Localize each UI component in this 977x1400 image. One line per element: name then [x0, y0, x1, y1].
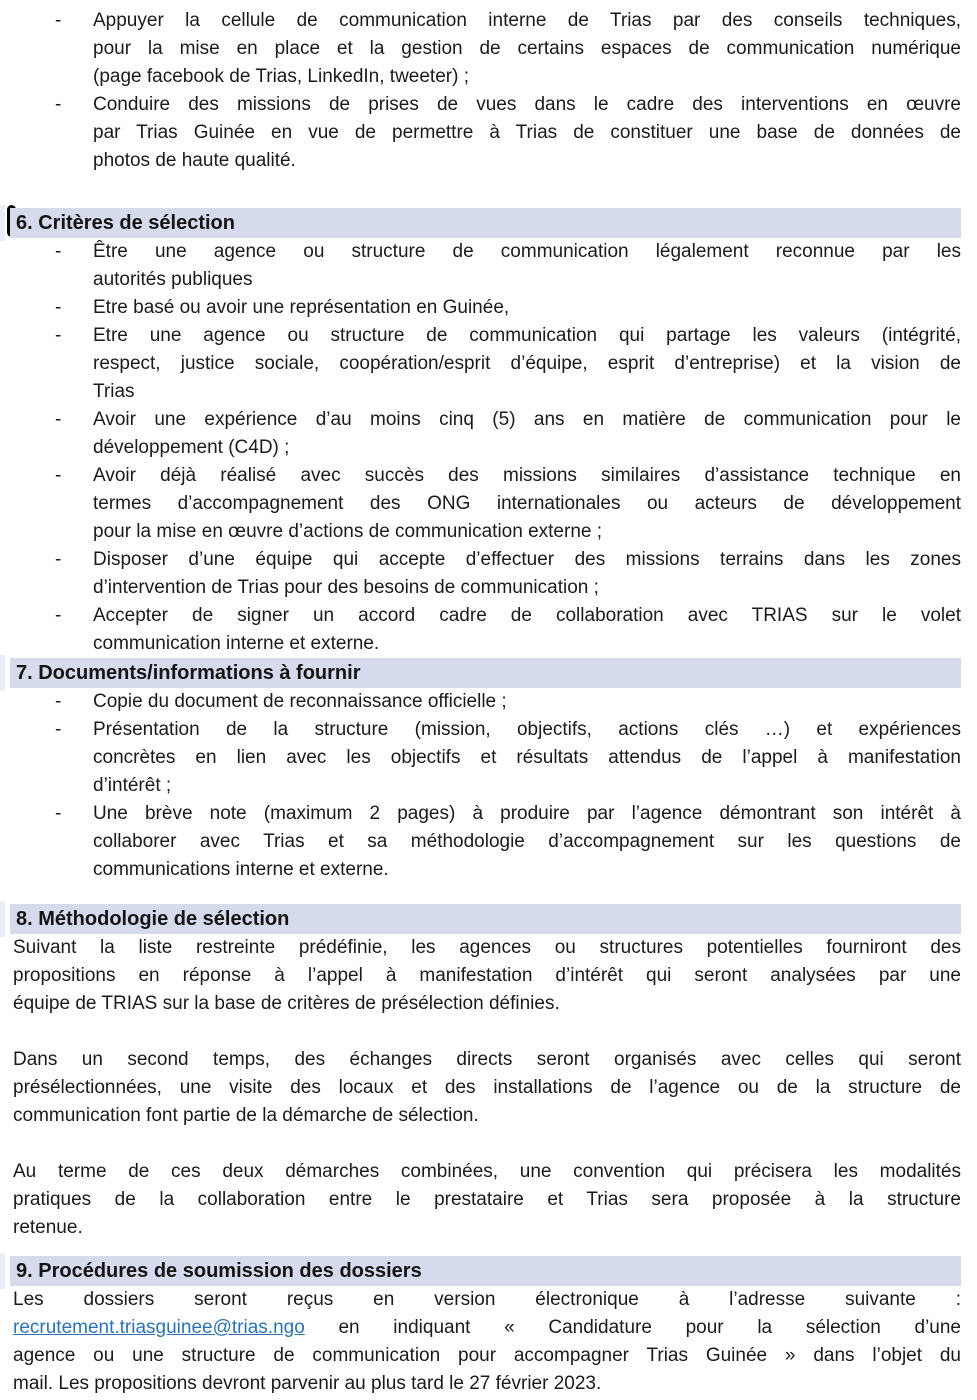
text-line: présélectionnées, une visite des locaux et des installations de l’agence ou de la structure de — [13, 1077, 961, 1098]
text-line: d’intervention de Trias pour des besoins de communication ; — [93, 577, 599, 598]
list-item — [13, 546, 961, 602]
text-line: propositions en réponse à l’appel à manifestation d’intérêt qui seront analysées par une — [13, 965, 961, 986]
section-6-bullet-list — [13, 238, 961, 658]
text-line: - Conduire des missions de prises de vues dans le cadre des interventions en œuvre — [93, 94, 961, 115]
section-9-header: 9. Procédures de soumission des dossiers — [10, 1256, 961, 1286]
text-line: par Trias Guinée en vue de permettre à Trias de constituer une base de données de — [93, 122, 961, 143]
list-item — [13, 294, 961, 322]
text-line: - Être une agence ou structure de communication légalement reconnue par les — [93, 241, 961, 262]
section-7-header: 7. Documents/informations à fournir — [10, 658, 961, 688]
paragraph — [13, 1046, 961, 1130]
text-line: - Avoir une expérience d’au moins cinq (5) ans en matière de communication pour le — [93, 409, 961, 430]
text-line: Trias — [93, 381, 135, 402]
text-line: photos de haute qualité. — [93, 150, 296, 171]
text-line: communication interne et externe. — [93, 633, 380, 654]
text-after-link: en indiquant « Candidature pour la sélection d’une — [304, 1317, 961, 1338]
text-line: - Copie du document de reconnaissance officielle ; — [93, 691, 507, 712]
list-item — [13, 462, 961, 546]
text-line: concrètes en lien avec les objectifs et résultats attendus de l’appel à manifestation — [93, 747, 961, 768]
text-line: pratiques de la collaboration entre le prestataire et Trias sera proposée à la structure — [13, 1189, 961, 1210]
paragraph — [13, 934, 961, 1018]
text-line: Au terme de ces deux démarches combinées, une convention qui précisera les modalités — [13, 1161, 961, 1182]
text-line: autorités publiques — [93, 269, 253, 290]
text-line: d’intérêt ; — [93, 775, 172, 796]
text-line: - Disposer d’une équipe qui accepte d’effectuer des missions terrains dans les zones — [93, 549, 961, 570]
text-line: - Etre une agence ou structure de communication qui partage les valeurs (intégrité, — [93, 325, 961, 346]
paragraph — [13, 1286, 961, 1398]
text-line-with-link — [13, 1314, 961, 1342]
text-line: - Appuyer la cellule de communication interne de Trias par des conseils techniques, — [93, 10, 961, 31]
text-line: Les dossiers seront reçus en version électronique à l’adresse suivante : — [13, 1289, 961, 1310]
paragraph — [13, 1158, 961, 1242]
text-line: pour la mise en œuvre d’actions de communication externe ; — [93, 521, 603, 542]
text-line: agence ou une structure de communication pour accompagner Trias Guinée » dans l’objet du — [13, 1345, 961, 1366]
text-line: respect, justice sociale, coopération/esprit d’équipe, esprit d’entreprise) et la vision de — [93, 353, 961, 374]
list-item — [13, 800, 961, 884]
list-item — [13, 716, 961, 800]
text-line: termes d’accompagnement des ONG internationales ou acteurs de développement — [93, 493, 961, 514]
text-line: Suivant la liste restreinte prédéfinie, les agences ou structures potentielles fourniront des — [13, 937, 961, 958]
intro-bullet-list — [13, 7, 961, 175]
text-line: équipe de TRIAS sur la base de critères de présélection définies. — [13, 993, 560, 1014]
text-line: - Une brève note (maximum 2 pages) à produire par l’agence démontrant son intérêt à — [93, 803, 961, 824]
text-line: Dans un second temps, des échanges directs seront organisés avec celles qui seront — [13, 1049, 961, 1070]
section-6-header: 6. Critères de sélection — [10, 208, 961, 238]
text-line: - Présentation de la structure (mission, objectifs, actions clés …) et expériences — [93, 719, 961, 740]
text-line: communications interne et externe. — [93, 859, 389, 880]
text-line: (page facebook de Trias, LinkedIn, tweeter) ; — [93, 66, 469, 87]
list-item — [13, 602, 961, 658]
email-link[interactable]: recrutement.triasguinee@trias.ngo — [13, 1317, 305, 1338]
section-8-header: 8. Méthodologie de sélection — [10, 904, 961, 934]
text-line: communication font partie de la démarche de sélection. — [13, 1105, 479, 1126]
list-item — [13, 688, 961, 716]
list-item — [13, 7, 961, 91]
list-item — [13, 322, 961, 406]
text-line: - Accepter de signer un accord cadre de collaboration avec TRIAS sur le volet — [93, 605, 961, 626]
text-line: - Etre basé ou avoir une représentation en Guinée, — [93, 297, 510, 318]
text-line: retenue. — [13, 1217, 83, 1238]
text-line: - Avoir déjà réalisé avec succès des missions similaires d’assistance technique en — [93, 465, 961, 486]
list-item — [13, 91, 961, 175]
text-line: collaborer avec Trias et sa méthodologie d’accompagnement sur les questions de — [93, 831, 961, 852]
section-7-bullet-list — [13, 688, 961, 884]
text-line: mail. Les propositions devront parvenir au plus tard le 27 février 2023. — [13, 1373, 602, 1394]
list-item — [13, 406, 961, 462]
text-line: développement (C4D) ; — [93, 437, 290, 458]
list-item — [13, 238, 961, 294]
text-line: pour la mise en place et la gestion de certains espaces de communication numérique — [93, 38, 961, 59]
